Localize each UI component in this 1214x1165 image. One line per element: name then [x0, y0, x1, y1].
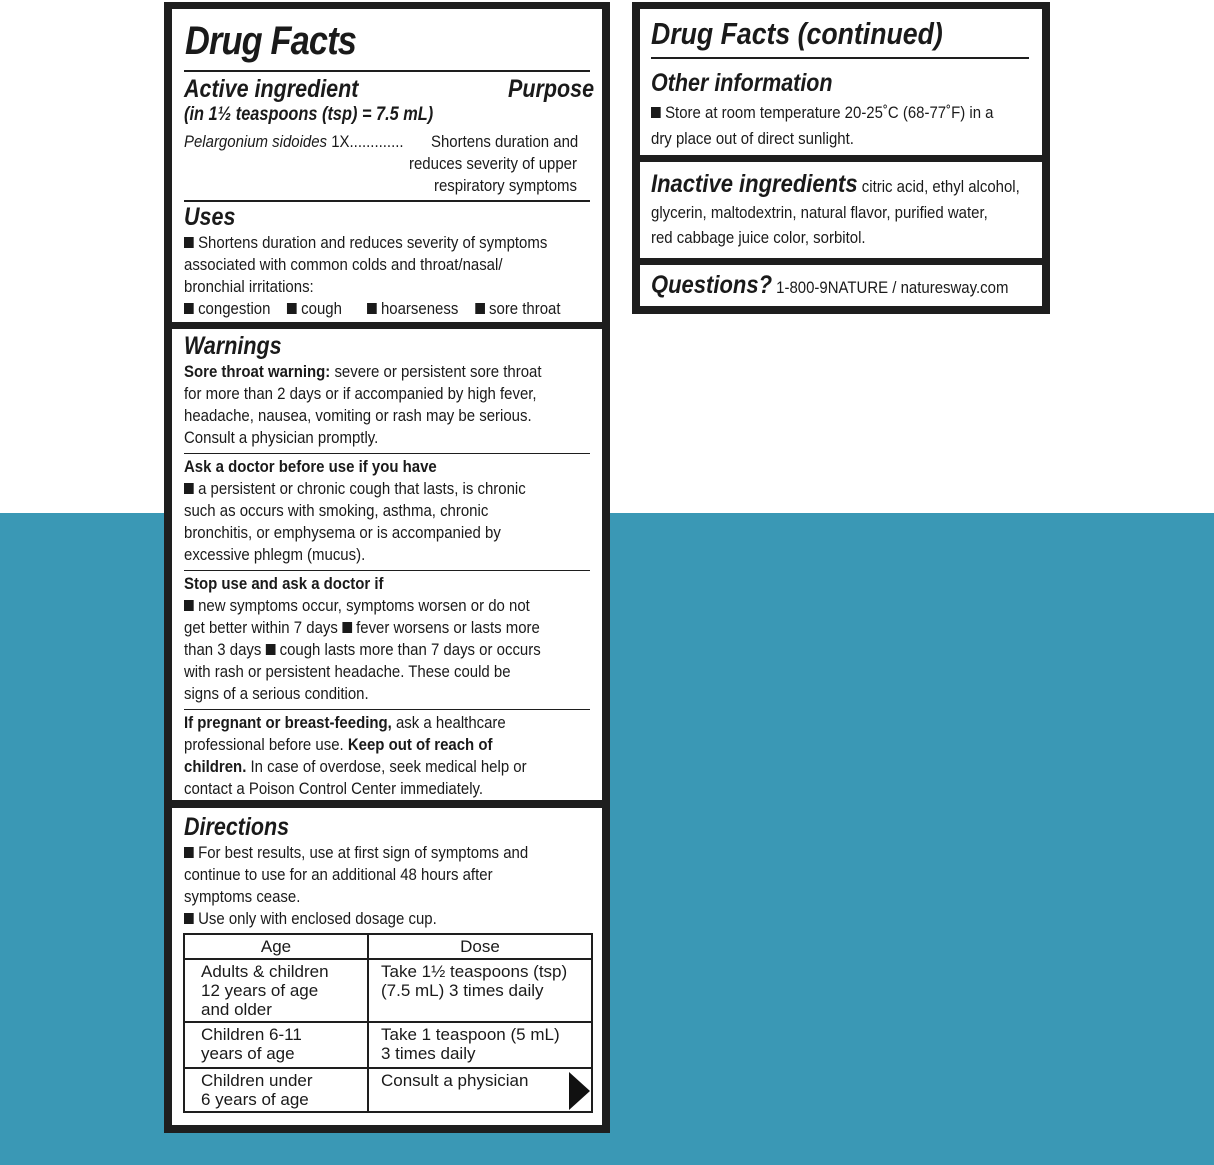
ask-rule: [184, 453, 590, 454]
directions-line-1: [184, 842, 528, 864]
dose-text: Take 1 teaspoon (5 mL): [381, 1025, 560, 1044]
stop-line-4: with rash or persistent headache. These could be: [184, 662, 511, 681]
symptom-sore-throat: sore throat: [489, 299, 561, 318]
continue-arrow-icon: [569, 1072, 590, 1110]
stop-text-3: fever worsens or lasts more: [356, 618, 540, 637]
uses-line-1: [184, 232, 547, 254]
questions-contact[interactable]: 1-800-9NATURE / naturesway.com: [772, 278, 1009, 297]
directions-heading: Directions: [184, 813, 290, 841]
drug-facts-panel: [164, 2, 610, 1133]
inactive-line-3: red cabbage juice color, sorbitol.: [651, 228, 866, 247]
ingredient-line: [184, 131, 404, 153]
symptom-congestion: congestion: [198, 299, 271, 318]
stop-rule: [184, 570, 590, 571]
table-header-row: [184, 934, 592, 959]
age-cell: [184, 1022, 368, 1068]
other-info-heading: Other information: [651, 69, 833, 97]
dosage-table: [183, 933, 593, 1113]
ask-line-2: such as occurs with smoking, asthma, chronic: [184, 501, 489, 520]
keep-out-label: Keep out of reach of: [347, 735, 493, 754]
age-cell: [184, 1068, 368, 1112]
inactive-ingredients-box: [640, 162, 1042, 258]
age-text: and older: [201, 1000, 272, 1019]
pregnant-line-3: [184, 756, 527, 778]
questions-box: [640, 265, 1042, 306]
dose-note: (in 1½ teaspoons (tsp) = 7.5 mL): [184, 104, 434, 125]
pregnant-line-1: [184, 712, 506, 734]
sore-throat-label: Sore throat warning:: [184, 362, 331, 381]
overdose-text: In case of overdose, seek medical help or: [246, 757, 527, 776]
age-cell: [184, 959, 368, 1022]
bullet-square: [475, 303, 485, 314]
bullet-square: [651, 107, 661, 118]
uses-line-3: bronchial irritations:: [184, 277, 314, 296]
ask-line-4: excessive phlegm (mucus).: [184, 545, 366, 564]
symptom-hoarseness: hoarseness: [380, 299, 459, 318]
inactive-line-1: [651, 170, 1020, 201]
warnings-heading: Warnings: [184, 332, 282, 360]
ingredient-strength: 1X: [327, 132, 350, 151]
table-row: [184, 1068, 592, 1112]
uses-text-1: Shortens duration and reduces severity of symptoms: [198, 233, 548, 252]
symptom-list: [184, 298, 561, 320]
bullet-square: [266, 644, 276, 655]
continued-title-rule: [651, 57, 1029, 59]
age-text: years of age: [201, 1044, 295, 1063]
age-text: Adults & children: [201, 962, 329, 981]
age-text: 12 years of age: [201, 981, 319, 1000]
other-info-line-1: [651, 102, 994, 124]
inactive-heading: Inactive ingredients: [651, 170, 858, 198]
sore-throat-line-1: [184, 361, 542, 383]
bullet-square: [184, 483, 194, 494]
dose-text: Consult a physician: [381, 1071, 529, 1090]
purpose-line-1: Shortens duration and: [431, 132, 579, 151]
other-info-line-2: dry place out of direct sunlight.: [651, 129, 854, 148]
age-text: 6 years of age: [201, 1090, 309, 1109]
drug-facts-title: Drug Facts: [185, 19, 357, 63]
stop-text-5: cough lasts more than 7 days or occurs: [279, 640, 541, 659]
bullet-square: [184, 847, 194, 858]
stop-text-1: new symptoms occur, symptoms worsen or do not: [198, 596, 530, 615]
symptom-cough: cough: [301, 299, 342, 318]
active-ingredient-heading: Active ingredient: [184, 75, 359, 103]
uses-heading: Uses: [184, 203, 236, 231]
keep-out-label-2: children.: [184, 757, 247, 776]
pregnant-rule: [184, 709, 590, 710]
dose-cell: [368, 1068, 592, 1112]
dose-text: 3 times daily: [381, 1044, 476, 1063]
bullet-square: [184, 303, 194, 314]
questions-heading: Questions?: [651, 271, 773, 299]
uses-line-2: associated with common colds and throat/nasal/: [184, 255, 503, 274]
directions-text-4: Use only with enclosed dosage cup.: [198, 909, 437, 928]
ask-line-1: [184, 478, 526, 500]
ask-heading: Ask a doctor before use if you have: [184, 457, 437, 476]
stop-line-5: signs of a serious condition.: [184, 684, 369, 703]
uses-rule: [184, 200, 590, 202]
stop-line-3: [184, 639, 541, 661]
ask-line-3: bronchitis, or emphysema or is accompanied by: [184, 523, 501, 542]
stop-text-2: get better within 7 days: [184, 618, 338, 637]
pregnant-label: If pregnant or breast-feeding,: [184, 713, 392, 732]
leader-dots: .............: [349, 132, 404, 151]
bullet-square: [287, 303, 297, 314]
drug-facts-continued-panel: [632, 2, 1050, 314]
continued-title: Drug Facts (continued): [651, 16, 943, 51]
active-uses-box: [172, 9, 602, 322]
age-header: Age: [184, 934, 368, 959]
bullet-square: [184, 913, 194, 924]
sore-throat-line-2: for more than 2 days or if accompanied by high fever,: [184, 384, 537, 403]
bullet-square: [184, 237, 194, 248]
inactive-line-2: glycerin, maltodextrin, natural flavor, purified water,: [651, 203, 988, 222]
directions-line-2: continue to use for an additional 48 hours after: [184, 865, 493, 884]
stop-line-1: [184, 595, 530, 617]
dose-header: Dose: [368, 934, 592, 959]
bullet-square: [342, 622, 352, 633]
sore-throat-text: severe or persistent sore throat: [330, 362, 542, 381]
pregnant-line-4: contact a Poison Control Center immediately.: [184, 779, 484, 798]
bullet-square: [367, 303, 377, 314]
dose-cell: [368, 959, 592, 1022]
directions-text-1: For best results, use at first sign of symptoms and: [198, 843, 529, 862]
dose-cell: [368, 1022, 592, 1068]
age-text: Children 6-11: [201, 1025, 302, 1044]
pregnant-text: ask a healthcare: [391, 713, 506, 732]
stop-heading: Stop use and ask a doctor if: [184, 574, 384, 593]
directions-line-3: symptoms cease.: [184, 887, 301, 906]
pregnant-text-2: professional before use.: [184, 735, 348, 754]
bullet-square: [184, 600, 194, 611]
purpose-line-3: respiratory symptoms: [434, 176, 577, 195]
questions-line: [651, 271, 1008, 302]
table-row: [184, 959, 592, 1022]
directions-box: [172, 808, 602, 1125]
warnings-box: [172, 329, 602, 800]
purpose-heading: Purpose: [508, 75, 595, 103]
directions-line-4: [184, 908, 437, 930]
inactive-text-1: citric acid, ethyl alcohol,: [857, 177, 1020, 196]
ask-text-1: a persistent or chronic cough that lasts, is chronic: [198, 479, 526, 498]
dose-text: (7.5 mL) 3 times daily: [381, 981, 544, 1000]
dose-text: Take 1½ teaspoons (tsp): [381, 962, 568, 981]
stop-text-4: than 3 days: [184, 640, 262, 659]
sore-throat-line-3: headache, nausea, vomiting or rash may be serious.: [184, 406, 532, 425]
other-info-text-1: Store at room temperature 20-25˚C (68-77˚F) in a: [665, 103, 994, 122]
title-rule: [184, 70, 590, 72]
purpose-line-2: reduces severity of upper: [409, 154, 577, 173]
ingredient-name: Pelargonium sidoides: [184, 132, 328, 151]
table-row: [184, 1022, 592, 1068]
sore-throat-line-4: Consult a physician promptly.: [184, 428, 379, 447]
other-info-box: [640, 9, 1042, 155]
pregnant-line-2: [184, 734, 492, 756]
age-text: Children under: [201, 1071, 313, 1090]
stop-line-2: [184, 617, 540, 639]
